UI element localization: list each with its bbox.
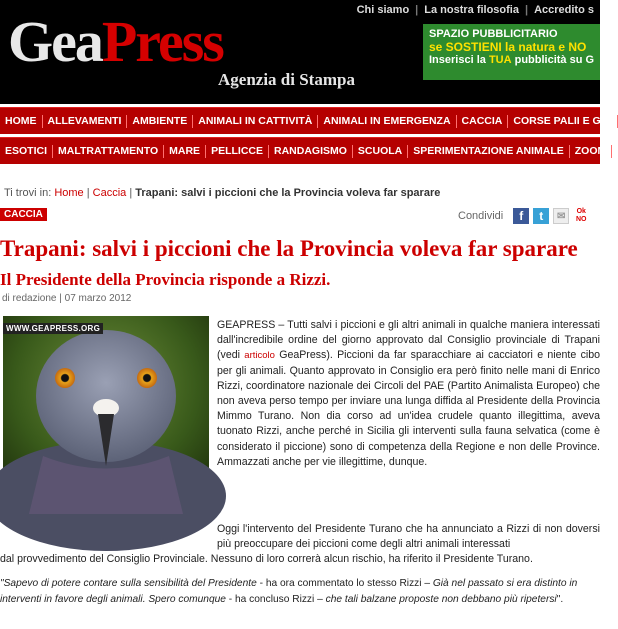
article-quote: "Sapevo di potere contare sulla sensibilità del Presidente - ha ora commentato lo stesso Rizzi – Già nel passato si era distinto in interventi in favore degli animali. Spero comunque - ha concluso Rizzi – che tali balzane proposte non debbano più ripetersi". [0,578,578,605]
article-link[interactable]: articolo [244,350,275,362]
article-paragraph-2: Oggi l'intervento del Presidente Turano che ha annunciato a Rizzi di non doversi più preoccupare dei piccioni come degli altri animali interessati dal provvedimento del Consiglio Provinciale. Nessuno di loro correrà alcun rischio, ha riferito il Presidente Turano. [0,523,600,565]
share-bar [458,208,589,224]
promo-banner[interactable] [423,24,600,80]
article-image [3,316,209,514]
nav-allevamenti[interactable]: ALLEVAMENTI [43,115,128,128]
facebook-icon[interactable]: f [513,208,529,224]
top-link-filosofia[interactable]: La nostra filosofia [424,4,519,16]
nav-pellicce[interactable]: PELLICCE [206,145,269,158]
main-nav-row1 [0,107,612,134]
site-header [0,0,600,104]
top-links: Chi siamo | La nostra filosofia | Accredito s [351,0,600,20]
nav-ambiente[interactable]: AMBIENTE [127,115,193,128]
pigeon-image [3,316,209,514]
main-nav-row2 [0,137,607,164]
breadcrumb: Ti trovi in: Home | Caccia | Trapani: salvi i piccioni che la Provincia voleva far sparare [4,187,441,199]
nav-animali-emergenza[interactable]: ANIMALI IN EMERGENZA [318,115,456,128]
nav-corse-palii[interactable]: CORSE PALII E GIO [508,115,617,128]
nav-scuola[interactable]: SCUOLA [353,145,408,158]
top-link-chi-siamo[interactable]: Chi siamo [356,4,410,16]
nav-sperimentazione[interactable]: SPERIMENTAZIONE ANIMALE [408,145,570,158]
email-icon[interactable]: ✉ [553,208,569,224]
category-badge[interactable]: CACCIA [0,208,47,221]
top-link-accredito[interactable]: Accredito s [534,4,594,16]
image-watermark: WWW.GEAPRESS.ORG [3,323,103,334]
oknotizie-icon[interactable]: Ok NO [573,208,589,224]
nav-randagismo[interactable]: RANDAGISMO [269,145,353,158]
promo-line3: Inserisci la TUA pubblicità su G [429,54,595,66]
twitter-icon[interactable]: t [533,208,549,224]
nav-esotici[interactable]: ESOTICI [0,145,53,158]
article-subtitle: Il Presidente della Provincia risponde a Rizzi. [0,270,331,289]
share-label: Condividi [458,210,504,222]
nav-animali-cattivita[interactable]: ANIMALI IN CATTIVITÀ [193,115,318,128]
promo-line1: SPAZIO PUBBLICITARIO [429,28,558,40]
promo-line2: se SOSTIENI la natura e NO [429,40,587,54]
site-logo[interactable]: GeaPress [8,9,223,74]
nav-caccia[interactable]: CACCIA [457,115,509,128]
nav-maltrattamento[interactable]: MALTRATTAMENTO [53,145,164,158]
nav-home[interactable]: HOME [0,115,43,128]
breadcrumb-home[interactable]: Home [54,187,84,199]
article-paragraph-1: GEAPRESS – Tutti salvi i piccioni e gli altri animali in qualche maniera interessati dall'incredibile ordine del giorno approvato dal Consiglio provinciale di Trapani (vedi articolo GeaPress). Piccioni da far sparacchiare ai cacciatori e niente cibo per gli animali. Quanto approvato in Consiglio era però finito nelle mani di Enrico Rizzi, coordinatore nazionale dei Circoli del PAE (Partito Animalista Europeo) che non aveva perso tempo per inviare una lunga diffida al Presidente della Provincia Mimmo Turano. Non dia corso ad un'idea crudele quanto illegittima, aveva tuonato Rizzi, anche perché in Sicilia gli interventi sulla fauna selvatica (come è considerato il piccione) sono di competenza della Regione e non delle Province. Ammazzati anche per vie illegittime, dunque. [217,319,601,468]
site-tagline: Agenzia di Stampa [218,70,355,89]
breadcrumb-current: Trapani: salvi i piccioni che la Provincia voleva far sparare [135,187,441,199]
nav-zoom[interactable]: ZOOM [570,145,613,158]
nav-mare[interactable]: MARE [164,145,206,158]
breadcrumb-caccia[interactable]: Caccia [92,187,127,199]
article-byline: di redazione | 07 marzo 2012 [2,293,132,304]
article-title: Trapani: salvi i piccioni che la Provincia voleva far sparare [0,236,578,261]
